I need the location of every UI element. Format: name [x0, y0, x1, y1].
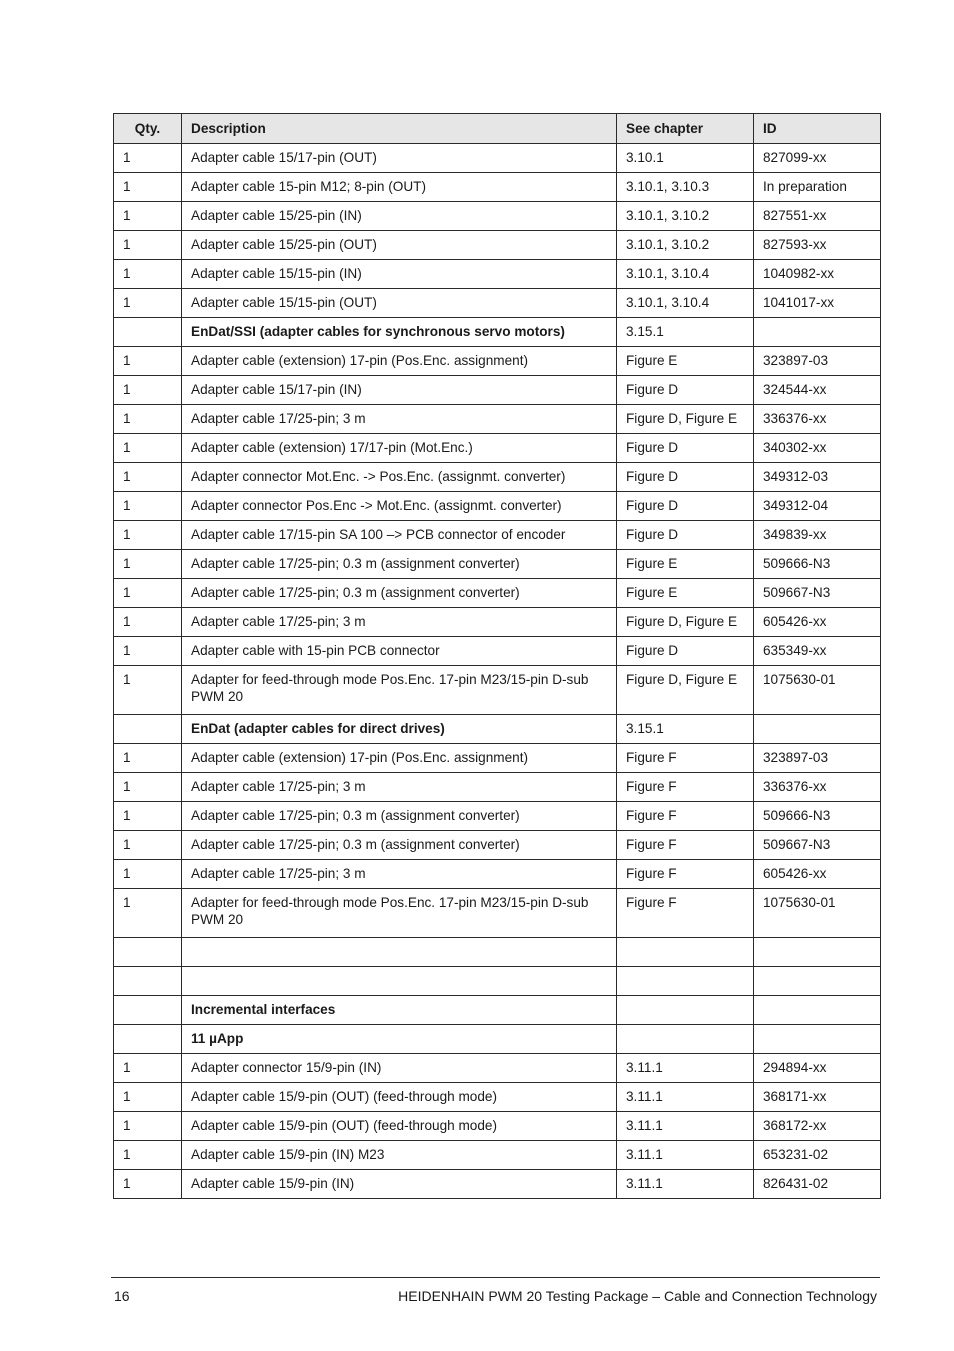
cell-qty [114, 1025, 182, 1054]
cell-id [754, 318, 881, 347]
cell-id [754, 938, 881, 967]
cell-description: EnDat/SSI (adapter cables for synchronous servo motors) [182, 318, 617, 347]
cell-description: Adapter cable 15/17-pin (IN) [182, 376, 617, 405]
cell-description: Adapter cable 17/25-pin; 0.3 m (assignment converter) [182, 550, 617, 579]
running-title: HEIDENHAIN PWM 20 Testing Package – Cable and Connection Technology [398, 1288, 877, 1304]
table-row [114, 802, 881, 831]
table-row [114, 318, 881, 347]
cell-qty: 1 [114, 434, 182, 463]
cell-description: 11 µApp [182, 1025, 617, 1054]
cell-id: 1075630-01 [754, 889, 881, 938]
cell-see-chapter: 3.10.1, 3.10.2 [617, 202, 754, 231]
table-row [114, 463, 881, 492]
cell-see-chapter: Figure D [617, 434, 754, 463]
cell-id: 509666-N3 [754, 802, 881, 831]
cell-see-chapter: Figure D [617, 376, 754, 405]
table-row [114, 173, 881, 202]
cell-see-chapter: 3.11.1 [617, 1083, 754, 1112]
header-qty: Qty. [114, 114, 182, 144]
cell-id: 509667-N3 [754, 831, 881, 860]
cell-description: Adapter cable 15/9-pin (OUT) (feed-through mode) [182, 1083, 617, 1112]
parts-table [113, 113, 881, 1199]
cell-see-chapter: Figure F [617, 831, 754, 860]
cell-id: 635349-xx [754, 637, 881, 666]
table-row [114, 144, 881, 173]
table-row [114, 938, 881, 967]
table-row [114, 202, 881, 231]
table-header-row [114, 114, 881, 144]
cell-id [754, 967, 881, 996]
cell-see-chapter [617, 967, 754, 996]
cell-description: Adapter connector 15/9-pin (IN) [182, 1054, 617, 1083]
cell-id: 605426-xx [754, 860, 881, 889]
cell-see-chapter: Figure D [617, 492, 754, 521]
cell-see-chapter: 3.10.1, 3.10.4 [617, 289, 754, 318]
cell-description: Adapter connector Mot.Enc. -> Pos.Enc. (assignmt. converter) [182, 463, 617, 492]
cell-description: Adapter cable 17/25-pin; 3 m [182, 773, 617, 802]
cell-see-chapter: Figure D, Figure E [617, 666, 754, 715]
cell-see-chapter: Figure D, Figure E [617, 405, 754, 434]
cell-description: Adapter cable 15/15-pin (IN) [182, 260, 617, 289]
cell-id: 324544-xx [754, 376, 881, 405]
cell-qty: 1 [114, 347, 182, 376]
cell-description [182, 938, 617, 967]
cell-description: Adapter cable (extension) 17-pin (Pos.Enc. assignment) [182, 744, 617, 773]
cell-id: 826431-02 [754, 1170, 881, 1199]
table-row [114, 521, 881, 550]
cell-description: Adapter cable 15/17-pin (OUT) [182, 144, 617, 173]
cell-id: 1041017-xx [754, 289, 881, 318]
table-row [114, 231, 881, 260]
table-row [114, 579, 881, 608]
cell-description: Adapter cable 15/9-pin (OUT) (feed-through mode) [182, 1112, 617, 1141]
cell-qty: 1 [114, 860, 182, 889]
cell-description: Adapter cable (extension) 17-pin (Pos.Enc. assignment) [182, 347, 617, 376]
cell-id: In preparation [754, 173, 881, 202]
cell-qty [114, 318, 182, 347]
table-row [114, 831, 881, 860]
cell-description: Adapter cable 17/15-pin SA 100 –> PCB connector of encoder [182, 521, 617, 550]
cell-see-chapter [617, 938, 754, 967]
table-row [114, 860, 881, 889]
cell-qty: 1 [114, 376, 182, 405]
cell-id: 336376-xx [754, 405, 881, 434]
cell-description: Adapter cable 17/25-pin; 0.3 m (assignment converter) [182, 579, 617, 608]
cell-qty: 1 [114, 666, 182, 715]
cell-id: 323897-03 [754, 744, 881, 773]
cell-qty [114, 967, 182, 996]
cell-id: 336376-xx [754, 773, 881, 802]
cell-description: Adapter cable 17/25-pin; 0.3 m (assignment converter) [182, 802, 617, 831]
table-row [114, 347, 881, 376]
cell-see-chapter: Figure F [617, 744, 754, 773]
table-row [114, 550, 881, 579]
cell-see-chapter [617, 1025, 754, 1054]
header-see-chapter: See chapter [617, 114, 754, 144]
table-row [114, 289, 881, 318]
cell-qty: 1 [114, 550, 182, 579]
cell-see-chapter: Figure F [617, 889, 754, 938]
table-row [114, 1170, 881, 1199]
table-row [114, 434, 881, 463]
cell-see-chapter: 3.10.1 [617, 144, 754, 173]
cell-id: 827099-xx [754, 144, 881, 173]
cell-description: Adapter for feed-through mode Pos.Enc. 17-pin M23/15-pin D-sub PWM 20 [182, 889, 617, 938]
cell-see-chapter: Figure D, Figure E [617, 608, 754, 637]
table-row [114, 260, 881, 289]
cell-id: 340302-xx [754, 434, 881, 463]
cell-description: Adapter cable 15/15-pin (OUT) [182, 289, 617, 318]
cell-id: 605426-xx [754, 608, 881, 637]
table-row [114, 996, 881, 1025]
cell-qty: 1 [114, 579, 182, 608]
cell-qty [114, 996, 182, 1025]
cell-qty: 1 [114, 1054, 182, 1083]
cell-qty: 1 [114, 144, 182, 173]
cell-qty: 1 [114, 173, 182, 202]
cell-description: Adapter cable 17/25-pin; 3 m [182, 608, 617, 637]
table-row [114, 1054, 881, 1083]
cell-qty: 1 [114, 492, 182, 521]
header-id: ID [754, 114, 881, 144]
cell-description: Adapter cable (extension) 17/17-pin (Mot.Enc.) [182, 434, 617, 463]
table-row [114, 405, 881, 434]
cell-qty: 1 [114, 231, 182, 260]
cell-id: 827551-xx [754, 202, 881, 231]
cell-qty: 1 [114, 1170, 182, 1199]
cell-description: Adapter for feed-through mode Pos.Enc. 17-pin M23/15-pin D-sub PWM 20 [182, 666, 617, 715]
cell-id: 653231-02 [754, 1141, 881, 1170]
cell-qty: 1 [114, 889, 182, 938]
cell-id: 1075630-01 [754, 666, 881, 715]
table-row [114, 773, 881, 802]
footer-rule [111, 1277, 880, 1278]
cell-description: Adapter connector Pos.Enc -> Mot.Enc. (assignmt. converter) [182, 492, 617, 521]
cell-see-chapter: Figure D [617, 463, 754, 492]
cell-see-chapter: Figure F [617, 802, 754, 831]
cell-id: 323897-03 [754, 347, 881, 376]
cell-description: Adapter cable 15-pin M12; 8-pin (OUT) [182, 173, 617, 202]
cell-see-chapter: Figure D [617, 521, 754, 550]
table-row [114, 376, 881, 405]
cell-see-chapter: 3.11.1 [617, 1170, 754, 1199]
cell-qty: 1 [114, 1141, 182, 1170]
cell-qty [114, 938, 182, 967]
cell-qty: 1 [114, 1112, 182, 1141]
cell-description: Adapter cable 17/25-pin; 3 m [182, 860, 617, 889]
cell-id: 349312-04 [754, 492, 881, 521]
table-row [114, 492, 881, 521]
table-row [114, 1083, 881, 1112]
cell-id: 827593-xx [754, 231, 881, 260]
cell-qty: 1 [114, 260, 182, 289]
cell-see-chapter: 3.15.1 [617, 318, 754, 347]
table-row [114, 1112, 881, 1141]
cell-description: Adapter cable with 15-pin PCB connector [182, 637, 617, 666]
table-row [114, 967, 881, 996]
cell-id [754, 1025, 881, 1054]
cell-description: Adapter cable 15/25-pin (OUT) [182, 231, 617, 260]
table-row [114, 608, 881, 637]
cell-see-chapter: 3.10.1, 3.10.3 [617, 173, 754, 202]
cell-id: 349839-xx [754, 521, 881, 550]
cell-description: Adapter cable 17/25-pin; 3 m [182, 405, 617, 434]
cell-qty: 1 [114, 405, 182, 434]
cell-qty: 1 [114, 608, 182, 637]
cell-description: Adapter cable 17/25-pin; 0.3 m (assignment converter) [182, 831, 617, 860]
table-row [114, 637, 881, 666]
cell-id [754, 996, 881, 1025]
cell-qty: 1 [114, 773, 182, 802]
cell-qty: 1 [114, 744, 182, 773]
cell-description: Incremental interfaces [182, 996, 617, 1025]
cell-id: 294894-xx [754, 1054, 881, 1083]
cell-see-chapter: Figure E [617, 347, 754, 376]
table-row [114, 1141, 881, 1170]
cell-see-chapter: 3.11.1 [617, 1112, 754, 1141]
cell-see-chapter: Figure F [617, 773, 754, 802]
cell-description: Adapter cable 15/25-pin (IN) [182, 202, 617, 231]
cell-qty: 1 [114, 202, 182, 231]
cell-description [182, 967, 617, 996]
cell-see-chapter: 3.10.1, 3.10.4 [617, 260, 754, 289]
cell-qty: 1 [114, 521, 182, 550]
table-row [114, 715, 881, 744]
cell-description: Adapter cable 15/9-pin (IN) M23 [182, 1141, 617, 1170]
cell-qty: 1 [114, 831, 182, 860]
cell-see-chapter: Figure E [617, 579, 754, 608]
cell-qty: 1 [114, 1083, 182, 1112]
cell-see-chapter: 3.10.1, 3.10.2 [617, 231, 754, 260]
cell-see-chapter [617, 996, 754, 1025]
cell-see-chapter: 3.15.1 [617, 715, 754, 744]
table-body [114, 144, 881, 1199]
page-number: 16 [114, 1288, 130, 1304]
cell-id: 509667-N3 [754, 579, 881, 608]
cell-qty: 1 [114, 802, 182, 831]
header-description: Description [182, 114, 617, 144]
cell-see-chapter: 3.11.1 [617, 1054, 754, 1083]
cell-id: 1040982-xx [754, 260, 881, 289]
table-row [114, 1025, 881, 1054]
cell-id: 349312-03 [754, 463, 881, 492]
cell-id: 368172-xx [754, 1112, 881, 1141]
cell-qty: 1 [114, 637, 182, 666]
cell-id: 509666-N3 [754, 550, 881, 579]
cell-qty: 1 [114, 463, 182, 492]
table-row [114, 889, 881, 938]
cell-id [754, 715, 881, 744]
table-row [114, 744, 881, 773]
cell-see-chapter: 3.11.1 [617, 1141, 754, 1170]
cell-id: 368171-xx [754, 1083, 881, 1112]
cell-see-chapter: Figure F [617, 860, 754, 889]
cell-description: EnDat (adapter cables for direct drives) [182, 715, 617, 744]
cell-description: Adapter cable 15/9-pin (IN) [182, 1170, 617, 1199]
table-row [114, 666, 881, 715]
cell-qty: 1 [114, 289, 182, 318]
cell-qty [114, 715, 182, 744]
cell-see-chapter: Figure E [617, 550, 754, 579]
cell-see-chapter: Figure D [617, 637, 754, 666]
